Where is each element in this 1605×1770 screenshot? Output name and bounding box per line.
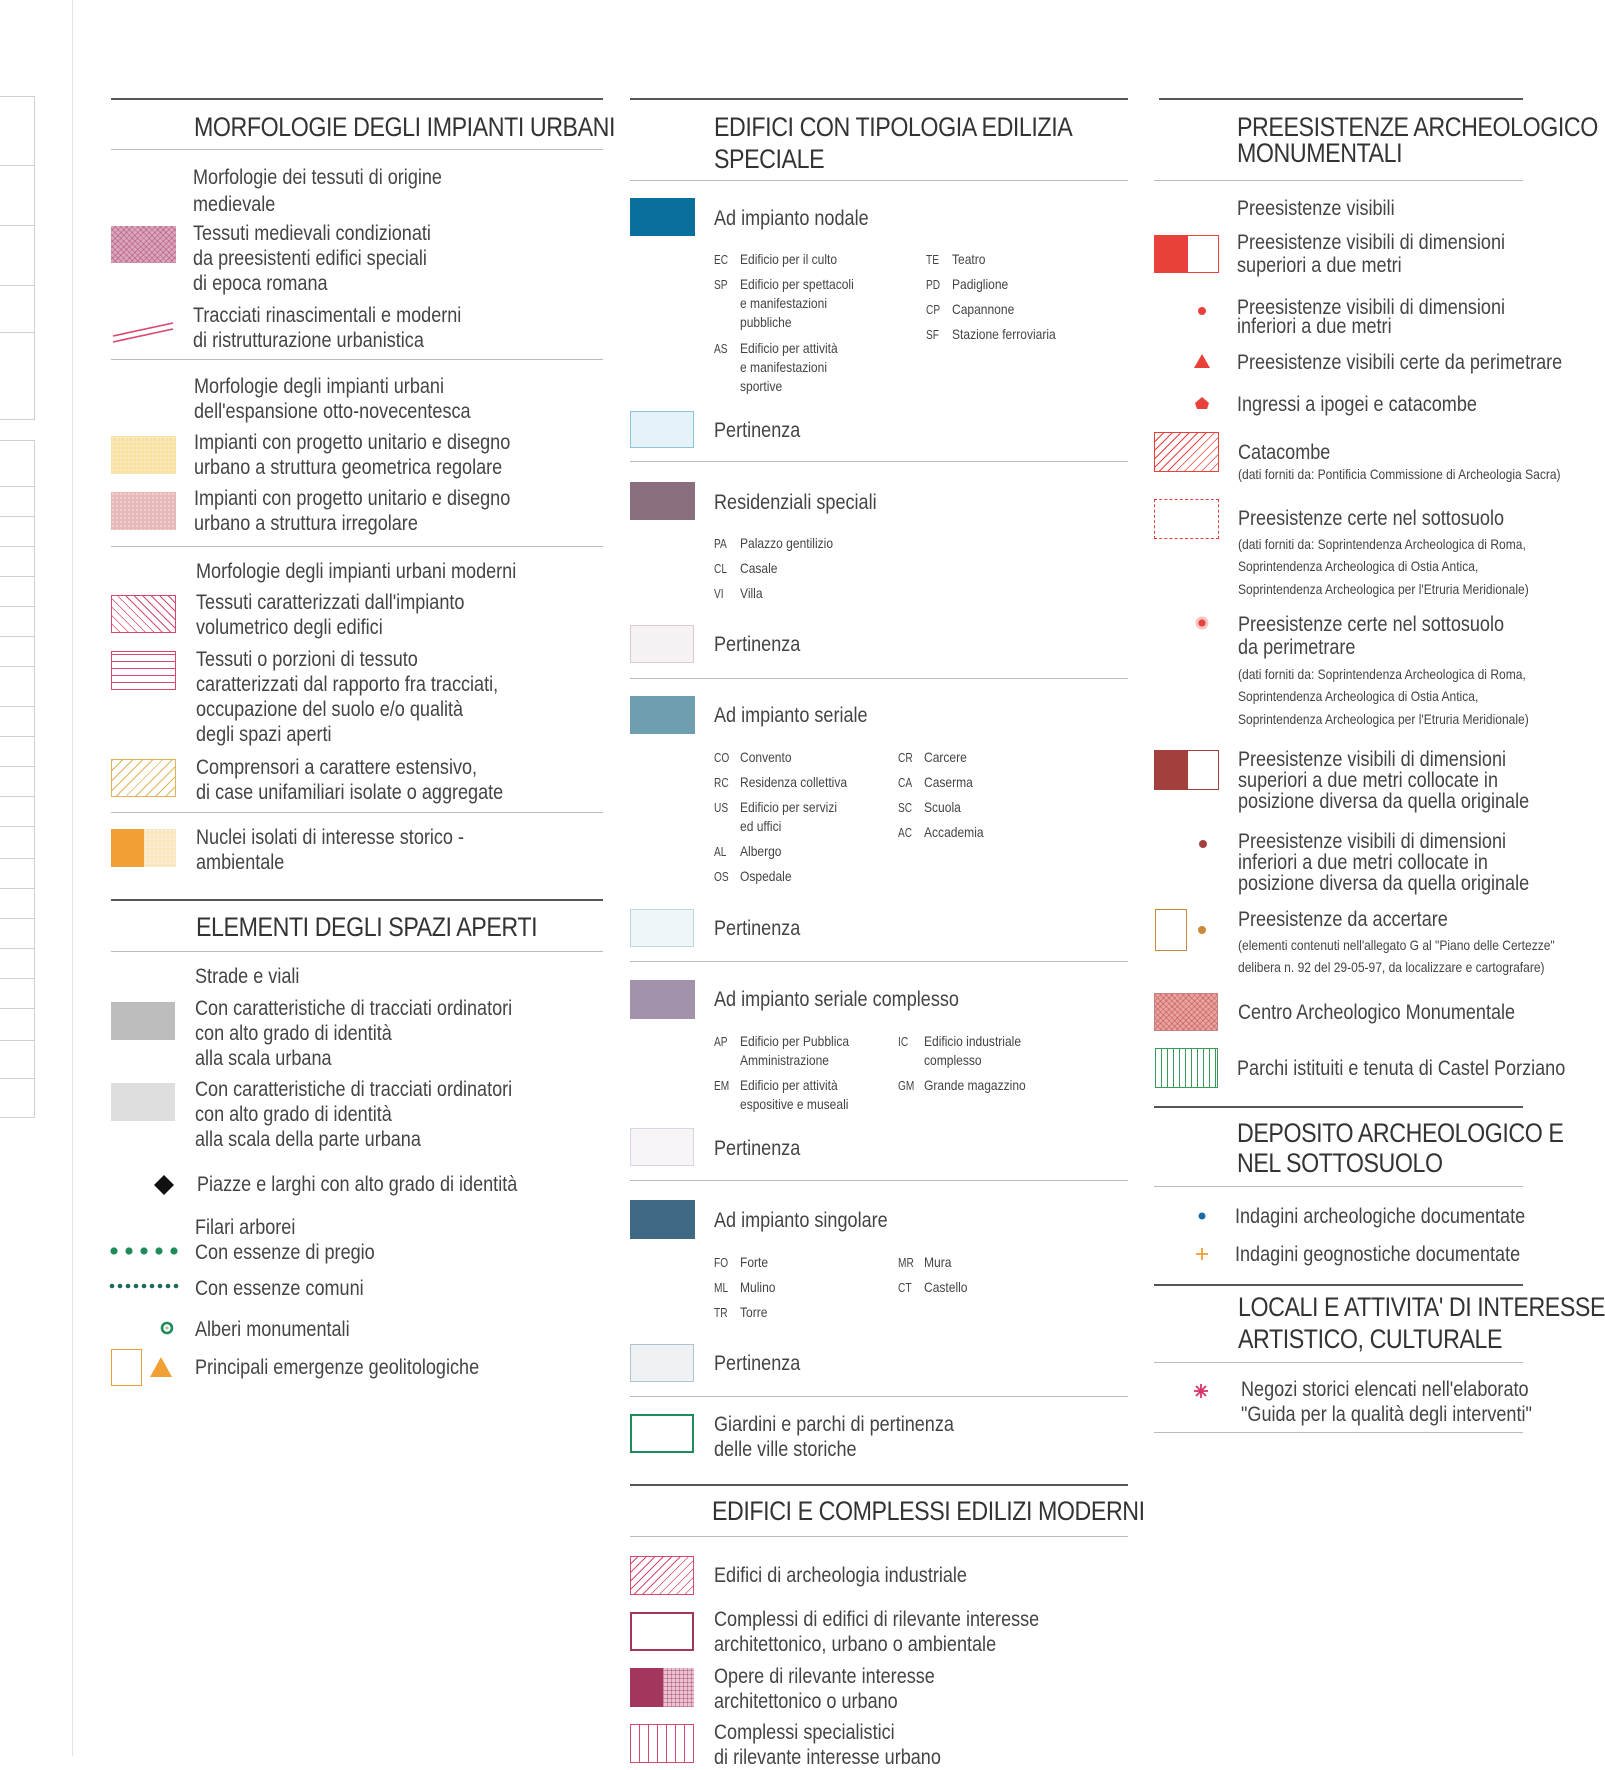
- section-title-edifici-speciali-2: SPECIALE: [714, 144, 825, 174]
- legend-label: ambientale: [196, 851, 285, 874]
- extensive-district-swatch: [111, 759, 176, 797]
- code: TR: [714, 1305, 728, 1320]
- code-label: Albergo: [740, 843, 782, 859]
- code-label: Edificio per attività: [740, 340, 838, 356]
- group-header: dell'espansione otto-novecentesca: [194, 400, 471, 423]
- urban-road-swatch: [111, 1002, 175, 1040]
- serial-building-swatch: [630, 696, 695, 734]
- code: AL: [714, 844, 727, 859]
- legend-label: Residenziali speciali: [714, 491, 877, 514]
- legend-label: Pertinenza: [714, 419, 801, 442]
- code: RC: [714, 775, 729, 790]
- section-rule: [111, 899, 603, 901]
- source-note: delibera n. 92 del 29-05-97, da localizzare e cartografare): [1238, 959, 1545, 975]
- legend-label: Impianti con progetto unitario e disegno: [194, 431, 511, 454]
- special-residential-swatch: [630, 482, 695, 520]
- legend-label: delle ville storiche: [714, 1438, 857, 1461]
- legend-label: posizione diversa da quella originale: [1238, 790, 1530, 813]
- legend-label: architettonico o urbano: [714, 1690, 898, 1713]
- nodal-building-swatch: [630, 198, 695, 236]
- legend-label: Pertinenza: [714, 633, 801, 656]
- code: FO: [714, 1255, 729, 1270]
- code: ML: [714, 1280, 729, 1295]
- code-label: Residenza collettiva: [740, 774, 848, 790]
- volumetric-fabric-swatch: [111, 595, 176, 633]
- legend-label: urbano a struttura geometrica regolare: [194, 456, 503, 479]
- regular-plan-swatch: [111, 436, 176, 474]
- code-label: e manifestazioni: [740, 295, 828, 311]
- certain-perimeter-dot-icon: [1194, 615, 1210, 631]
- code: AC: [898, 825, 913, 840]
- legend-label: Tessuti o porzioni di tessuto: [196, 648, 418, 671]
- legend-label: Catacombe: [1238, 441, 1331, 464]
- legend-label: superiori a due metri collocate in: [1238, 769, 1499, 792]
- legend-label: Pertinenza: [714, 917, 801, 940]
- section-title-spazi-aperti: ELEMENTI DEGLI SPAZI APERTI: [196, 912, 538, 942]
- legend-label: Piazze e larghi con alto grado di identità: [197, 1173, 518, 1196]
- precious-tree-row-icon: [109, 1244, 181, 1258]
- legend-label: da perimetrare: [1238, 636, 1356, 659]
- code-label: Teatro: [952, 251, 986, 267]
- red-triangle-icon: [1193, 353, 1211, 369]
- historic-gardens-swatch: [630, 1414, 694, 1453]
- legend-label: di rilevante interesse urbano: [714, 1746, 941, 1769]
- small-darkred-dot-icon: [1197, 838, 1209, 850]
- group-header: medievale: [193, 193, 276, 216]
- section-rule: [630, 98, 1128, 100]
- certain-underground-swatch: [1154, 499, 1219, 539]
- legend-label: da preesistenti edifici speciali: [193, 247, 427, 270]
- code-label: Capannone: [952, 301, 1015, 317]
- legend-label: Centro Archeologico Monumentale: [1238, 1001, 1516, 1024]
- code-label: Padiglione: [952, 276, 1009, 292]
- source-note: (elementi contenuti nell'allegato G al "Piano delle Certezze": [1238, 937, 1555, 953]
- nodal-appurtenance-swatch: [630, 411, 694, 448]
- section-title-locali-2: ARTISTICO, CULTURALE: [1238, 1324, 1503, 1354]
- entrance-icon: [1194, 396, 1210, 410]
- legend-label: posizione diversa da quella originale: [1238, 872, 1530, 895]
- code: AS: [714, 341, 728, 356]
- section-title-deposito-2: NEL SOTTOSUOLO: [1237, 1148, 1443, 1178]
- legend-label: Con essenze di pregio: [195, 1241, 375, 1264]
- legend-label: inferiori a due metri collocate in: [1238, 851, 1488, 874]
- relevant-complex-swatch: [630, 1612, 694, 1651]
- code-label: e manifestazioni: [740, 359, 828, 375]
- legend-label: Opere di rilevante interesse: [714, 1665, 935, 1688]
- legend-label: Alberi monumentali: [195, 1318, 350, 1341]
- section-title-preesistenze: PREESISTENZE ARCHEOLOGICO: [1237, 112, 1598, 142]
- diamond-icon: [153, 1174, 175, 1196]
- legend-label: Ad impianto nodale: [714, 207, 869, 230]
- code: PA: [714, 536, 727, 551]
- legend-label: Principali emergenze geolitologiche: [195, 1356, 480, 1379]
- singular-building-swatch: [630, 1200, 695, 1239]
- parks-swatch: [1155, 1048, 1218, 1088]
- legend-label: di epoca romana: [193, 272, 328, 295]
- legend-label: Pertinenza: [714, 1352, 801, 1375]
- code: CA: [898, 775, 913, 790]
- legend-label: Preesistenze visibili certe da perimetrare: [1237, 351, 1563, 374]
- code-label: Stazione ferroviaria: [952, 326, 1056, 342]
- legend-label: Con caratteristiche di tracciati ordinatori: [195, 1078, 513, 1101]
- code-label: sportive: [740, 378, 783, 394]
- isolated-nucleus-light-swatch: [144, 829, 176, 867]
- group-header: Strade e viali: [195, 965, 300, 988]
- code-label: Torre: [740, 1304, 768, 1320]
- industrial-archaeology-swatch: [630, 1556, 694, 1595]
- legend-label: "Guida per la qualità degli interventi": [1241, 1403, 1532, 1426]
- magenta-asterisk-icon: [1193, 1383, 1209, 1399]
- isolated-nucleus-swatch: [111, 829, 144, 867]
- legend-label: Con caratteristiche di tracciati ordinatori: [195, 997, 513, 1020]
- group-header: Morfologie degli impianti urbani moderni: [196, 560, 517, 583]
- relevant-works-swatch: [630, 1668, 663, 1707]
- legend-label: Comprensori a carattere estensivo,: [196, 756, 478, 779]
- code-label: Carcere: [924, 749, 967, 765]
- common-tree-row-icon: [109, 1281, 181, 1291]
- legend-label: superiori a due metri: [1237, 254, 1402, 277]
- group-header: Filari arborei: [195, 1216, 296, 1239]
- legend-label: urbano a struttura irregolare: [194, 512, 418, 535]
- code-label: ed uffici: [740, 818, 782, 834]
- legend-label: alla scala della parte urbana: [195, 1128, 421, 1151]
- monumental-centre-swatch: [1154, 993, 1218, 1031]
- legend-label: Preesistenze certe nel sottosuolo: [1238, 507, 1505, 530]
- geolithological-area-swatch: [111, 1349, 142, 1386]
- code: SC: [898, 800, 913, 815]
- renaissance-tracks-icon: [111, 312, 177, 346]
- code: PD: [926, 277, 941, 292]
- code-label: Villa: [740, 585, 763, 601]
- monumental-tree-icon: [160, 1321, 174, 1335]
- small-red-dot-icon: [1196, 305, 1208, 317]
- legend-label: Preesistenze visibili di dimensioni: [1238, 830, 1507, 853]
- code-label: Edificio per attività: [740, 1077, 838, 1093]
- code: EM: [714, 1078, 730, 1093]
- code: OS: [714, 869, 729, 884]
- code-label: Mulino: [740, 1279, 776, 1295]
- legend-label: alla scala urbana: [195, 1047, 332, 1070]
- code-label: Edificio per il culto: [740, 251, 838, 267]
- code: SF: [926, 327, 939, 342]
- group-header: Morfologie degli impianti urbani: [194, 375, 444, 398]
- code: VI: [714, 586, 724, 601]
- code-label: Edificio per servizi: [740, 799, 838, 815]
- legend-label: Tessuti caratterizzati dall'impianto: [196, 591, 465, 614]
- section-title-edifici-speciali: EDIFICI CON TIPOLOGIA EDILIZIA: [714, 112, 1073, 142]
- source-note: Soprintendenza Archeologica di Ostia Antica,: [1238, 558, 1479, 574]
- section-rule: [1154, 1284, 1523, 1286]
- section-rule: [1159, 98, 1523, 100]
- section-title-preesistenze-2: MONUMENTALI: [1237, 138, 1403, 168]
- code-label: Caserma: [924, 774, 973, 790]
- section-title-deposito: DEPOSITO ARCHEOLOGICO E: [1237, 1118, 1564, 1148]
- orange-star-icon: [1194, 1246, 1210, 1262]
- visible-large-swatch: [1154, 235, 1187, 273]
- source-note: Soprintendenza Archeologica per l'Etruria Meridionale): [1238, 711, 1529, 727]
- code-label: Ospedale: [740, 868, 792, 884]
- legend-label: con alto grado di identità: [195, 1103, 392, 1126]
- catacombs-swatch: [1154, 432, 1219, 472]
- legend-label: Impianti con progetto unitario e disegno: [194, 487, 511, 510]
- code: CL: [714, 561, 727, 576]
- code-label: Palazzo gentilizio: [740, 535, 834, 551]
- code-label: Grande magazzino: [924, 1077, 1026, 1093]
- legend-label: Preesistenze certe nel sottosuolo: [1238, 613, 1505, 636]
- legend-label: Preesistenze visibili di dimensioni: [1237, 231, 1506, 254]
- code-label: Edificio per spettacoli: [740, 276, 854, 292]
- legend-label: Ad impianto seriale complesso: [714, 988, 959, 1011]
- legend-label: Preesistenze da accertare: [1238, 908, 1448, 931]
- irregular-plan-swatch: [111, 492, 176, 530]
- code-label: Scuola: [924, 799, 961, 815]
- code: TE: [926, 252, 939, 267]
- medieval-fabric-swatch: [111, 226, 176, 263]
- code-label: Mura: [924, 1254, 952, 1270]
- complex-serial-swatch: [630, 980, 695, 1019]
- legend-label: volumetrico degli edifici: [196, 616, 383, 639]
- section-title-edifici-moderni: EDIFICI E COMPLESSI EDILIZI MODERNI: [712, 1496, 1145, 1526]
- legend-label: architettonico, urbano o ambientale: [714, 1633, 997, 1656]
- legend-label: degli spazi aperti: [196, 723, 332, 746]
- legend-label: Ad impianto seriale: [714, 704, 868, 727]
- source-note: (dati forniti da: Soprintendenza Archeologica di Roma,: [1238, 666, 1526, 682]
- code-label: Accademia: [924, 824, 984, 840]
- complex-appurtenance-swatch: [630, 1128, 694, 1166]
- code-label: Castello: [924, 1279, 968, 1295]
- legend-label: con alto grado di identità: [195, 1022, 392, 1045]
- legend-label: Negozi storici elencati nell'elaborato: [1241, 1378, 1529, 1401]
- legend-label: di case unifamiliari isolate o aggregate: [196, 781, 504, 804]
- legend-label: Indagini geognostiche documentate: [1235, 1243, 1521, 1266]
- source-note: (dati forniti da: Pontificia Commissione di Archeologia Sacra): [1238, 466, 1561, 482]
- legend-label: Preesistenze visibili di dimensioni: [1238, 748, 1507, 771]
- code: CT: [898, 1280, 912, 1295]
- visible-large-outline-swatch: [1187, 235, 1219, 273]
- left-page-strip: [0, 0, 73, 1756]
- code-label: pubbliche: [740, 314, 792, 330]
- legend-label: Tessuti medievali condizionati: [193, 222, 431, 245]
- legend-label: Preesistenze visibili di dimensioni: [1237, 296, 1506, 319]
- code: CP: [926, 302, 941, 317]
- code: CO: [714, 750, 730, 765]
- legend-label: Tracciati rinascimentali e moderni: [193, 304, 462, 327]
- legend-label: Con essenze comuni: [195, 1277, 364, 1300]
- blue-dot-icon: [1196, 1210, 1208, 1222]
- code: US: [714, 800, 729, 815]
- to-verify-swatch: [1155, 909, 1187, 951]
- legend-label: Ad impianto singolare: [714, 1209, 888, 1232]
- section-rule: [1154, 1106, 1523, 1108]
- open-space-fabric-swatch: [111, 651, 176, 690]
- residential-appurtenance-swatch: [630, 625, 694, 663]
- legend-label: inferiori a due metri: [1237, 315, 1392, 338]
- legend-label: Complessi specialistici: [714, 1721, 895, 1744]
- geolithological-triangle-icon: [148, 1355, 174, 1379]
- code-label: Casale: [740, 560, 778, 576]
- district-road-swatch: [111, 1083, 175, 1121]
- serial-appurtenance-swatch: [630, 909, 694, 947]
- legend-label: Giardini e parchi di pertinenza: [714, 1413, 954, 1436]
- specialist-complex-swatch: [630, 1724, 694, 1763]
- code: EC: [714, 252, 729, 267]
- legend-label: Parchi istituiti e tenuta di Castel Porziano: [1237, 1057, 1566, 1080]
- group-header: Morfologie dei tessuti di origine: [193, 166, 442, 189]
- legend-label: Edifici di archeologia industriale: [714, 1564, 967, 1587]
- code: CR: [898, 750, 913, 765]
- relocated-large-swatch: [1154, 750, 1187, 790]
- section-rule: [630, 1484, 1128, 1486]
- legend-label: Nuclei isolati di interesse storico -: [196, 826, 464, 849]
- legend-label: Pertinenza: [714, 1137, 801, 1160]
- code: SP: [714, 277, 728, 292]
- legend-label: occupazione del suolo e/o qualità: [196, 698, 464, 721]
- section-title-locali: LOCALI E ATTIVITA' DI INTERESSE: [1238, 1292, 1605, 1322]
- code: GM: [898, 1078, 915, 1093]
- legend-label: di ristrutturazione urbanistica: [193, 329, 424, 352]
- code-label: Edificio per Pubblica: [740, 1033, 850, 1049]
- legend-label: Complessi di edifici di rilevante interesse: [714, 1608, 1040, 1631]
- section-title-morfologie: MORFOLOGIE DEGLI IMPIANTI URBANI: [194, 112, 616, 142]
- code: MR: [898, 1255, 914, 1270]
- section-rule: [111, 98, 603, 100]
- code-label: Forte: [740, 1254, 769, 1270]
- legend-label: caratterizzati dal rapporto fra tracciati,: [196, 673, 499, 696]
- relocated-large-outline-swatch: [1187, 750, 1219, 790]
- strip-box: [0, 440, 35, 1118]
- source-note: (dati forniti da: Soprintendenza Archeologica di Roma,: [1238, 536, 1526, 552]
- code-label: Convento: [740, 749, 792, 765]
- source-note: Soprintendenza Archeologica per l'Etruria Meridionale): [1238, 581, 1529, 597]
- group-header: Preesistenze visibili: [1237, 197, 1395, 220]
- legend-label: Indagini archeologiche documentate: [1235, 1205, 1526, 1228]
- code: AP: [714, 1034, 728, 1049]
- to-verify-dot-icon: [1196, 924, 1208, 936]
- legend-label: Ingressi a ipogei e catacombe: [1237, 393, 1477, 416]
- code-label: espositive e museali: [740, 1096, 849, 1112]
- singular-appurtenance-swatch: [630, 1344, 694, 1382]
- code-label: complesso: [924, 1052, 982, 1068]
- relevant-works-light-swatch: [663, 1668, 694, 1707]
- strip-box: [0, 96, 35, 420]
- source-note: Soprintendenza Archeologica di Ostia Antica,: [1238, 688, 1479, 704]
- code-label: Amministrazione: [740, 1052, 829, 1068]
- code: IC: [898, 1034, 909, 1049]
- code-label: Edificio industriale: [924, 1033, 1022, 1049]
